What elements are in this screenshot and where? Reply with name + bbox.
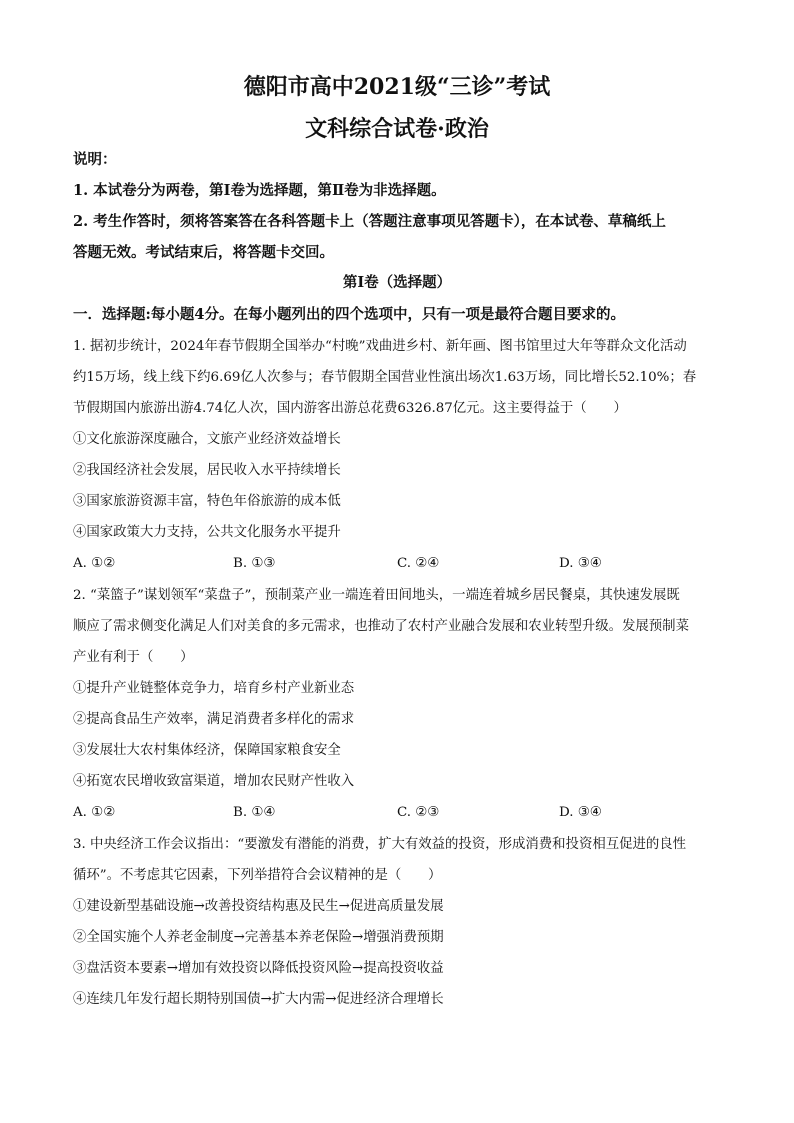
question-1-option-b: B. ①③ [233,556,276,571]
question-1-option-a: A. ①② [73,556,116,571]
section-title: 第Ⅰ卷（选择题） [342,274,452,291]
question-2-option-a: A. ①② [73,805,116,820]
question-1-statement-2: ②我国经济社会发展，居民收入水平持续增长 [73,463,341,478]
question-2-stem-line-2: 顺应了需求侧变化满足人们对美食的多元需求，也推动了农村产业融合发展和农业转型升级。发展预制菜 [73,619,689,634]
question-1-statement-4: ④国家政策大力支持，公共文化服务水平提升 [73,525,341,540]
section-instruction: 一．选择题:每小题4分。在每小题列出的四个选项中，只有一项是最符合题目要求的。 [73,306,625,323]
question-1-statement-3: ③国家旅游资源丰富，特色年俗旅游的成本低 [73,494,341,509]
question-2-options [73,803,733,823]
question-2-stem-line-3: 产业有利于（ ） [73,650,194,665]
instruction-item-2-line-1: 2. 考生作答时，须将答案答在各科答题卡上（答题注意事项见答题卡），在本试卷、草稿纸上 [73,213,666,230]
question-2-statement-4: ④拓宽农民增收致富渠道，增加农民财产性收入 [73,774,355,789]
question-1-options [73,554,733,574]
question-3-statement-4: ④连续几年发行超长期特别国债→扩大内需→促进经济合理增长 [73,992,444,1007]
instruction-item-1: 1. 本试卷分为两卷，第Ⅰ卷为选择题，第Ⅱ卷为非选择题。 [73,182,446,199]
exam-subtitle: 文科综合试卷·政治 [305,116,489,142]
question-2-statement-1: ①提升产业链整体竞争力，培育乡村产业新业态 [73,681,355,696]
question-3-statement-1: ①建设新型基础设施→改善投资结构惠及民生→促进高质量发展 [73,899,444,914]
question-2-option-b: B. ①④ [233,805,276,820]
question-3-statement-3: ③盘活资本要素→增加有效投资以降低投资风险→提高投资收益 [73,961,444,976]
question-2-statement-2: ②提高食品生产效率，满足消费者多样化的需求 [73,712,355,727]
question-1-option-c: C. ②④ [397,556,440,571]
question-3-statement-2: ②全国实施个人养老金制度→完善基本养老保险→增强消费预期 [73,930,444,945]
question-1-option-d: D. ③④ [559,556,602,571]
question-2-statement-3: ③发展壮大农村集体经济，保障国家粮食安全 [73,743,341,758]
question-1-stem-line-2: 约15万场，线上线下约6.69亿人次参与；春节假期全国营业性演出场次1.63万场，同比增长52.10%；春 [73,370,697,385]
question-2-option-d: D. ③④ [559,805,602,820]
instructions-heading: 说明： [73,151,117,168]
question-3-stem-line-2: 循环”。不考虑其它因素，下列举措符合会议精神的是（ ） [73,868,442,883]
question-1-stem-line-3: 节假期国内旅游出游4.74亿人次，国内游客出游总花费6326.87亿元。这主要得益于（ ） [73,401,627,416]
instruction-item-2-line-2: 答题无效。考试结束后，将答题卡交回。 [73,244,334,261]
exam-title: 德阳市高中2021级“三诊”考试 [243,74,551,100]
question-2-stem-line-1: 2. “菜篮子”谋划领军“菜盘子”，预制菜产业一端连着田间地头，一端连着城乡居民餐桌，其快速发展既 [73,588,680,603]
question-2-option-c: C. ②③ [397,805,440,820]
question-1-statement-1: ①文化旅游深度融合，文旅产业经济效益增长 [73,432,341,447]
question-1-stem-line-1: 1. 据初步统计，2024年春节假期全国举办“村晚”戏曲进乡村、新年画、图书馆里过大年等群众文化活动 [73,339,687,354]
question-3-stem-line-1: 3. 中央经济工作会议指出：“要激发有潜能的消费，扩大有效益的投资，形成消费和投资相互促进的良性 [73,837,687,852]
